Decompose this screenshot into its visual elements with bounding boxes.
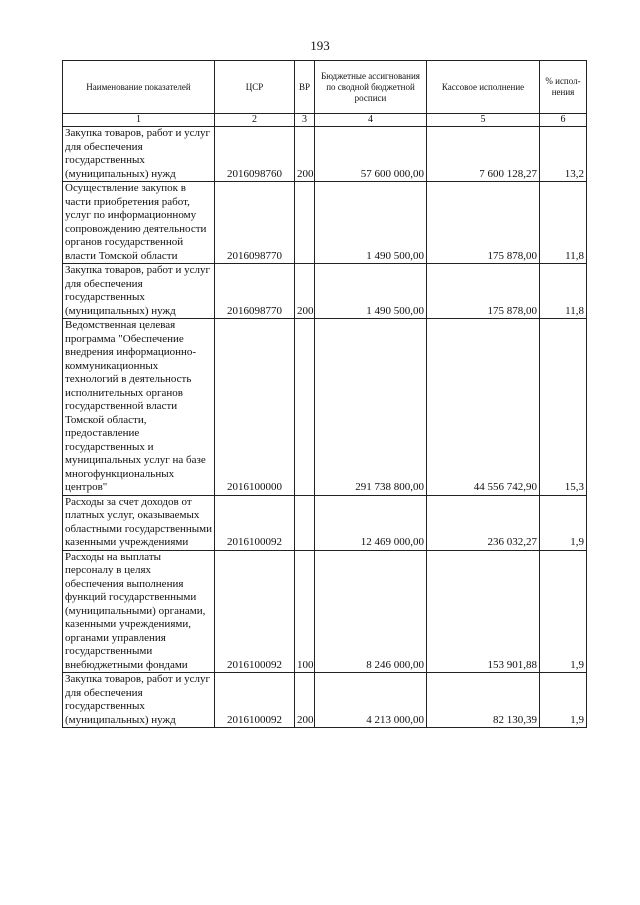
- column-number: 4: [315, 114, 427, 127]
- row-name: Расходы на выплаты персоналу в целях обеспечения выполнения функций государственными (муниципальными) органами, казенными учреждениями, органами управления государственными внебюджетными фондами: [63, 550, 215, 673]
- row-vr: 100: [295, 550, 315, 673]
- column-number: 1: [63, 114, 215, 127]
- column-number: 3: [295, 114, 315, 127]
- row-pct: 11,8: [540, 182, 587, 264]
- header-csr: ЦСР: [215, 61, 295, 114]
- table-header-row: [63, 61, 587, 114]
- table-row: [63, 182, 587, 264]
- row-pct: 11,8: [540, 264, 587, 319]
- row-budget: 57 600 000,00: [315, 127, 427, 182]
- budget-execution-table: [62, 60, 587, 728]
- row-csr: 2016098770: [215, 182, 295, 264]
- row-budget: 1 490 500,00: [315, 182, 427, 264]
- table-row: [63, 319, 587, 496]
- row-vr: 200: [295, 127, 315, 182]
- row-pct: 15,3: [540, 319, 587, 496]
- table-row: [63, 495, 587, 550]
- row-budget: 291 738 800,00: [315, 319, 427, 496]
- row-name: Ведомственная целевая программа "Обеспечение внедрения информационно-коммуникационных технологий в деятельность исполнительных органов государственной власти Томской области, предоставление государственных и муниципальных услуг на базе многофункциональных центров": [63, 319, 215, 496]
- row-budget: 4 213 000,00: [315, 673, 427, 728]
- header-name: Наименование показателей: [63, 61, 215, 114]
- row-cash: 82 130,39: [427, 673, 540, 728]
- header-vr: ВР: [295, 61, 315, 114]
- row-name: Закупка товаров, работ и услуг для обеспечения государственных (муниципальных) нужд: [63, 673, 215, 728]
- row-cash: 175 878,00: [427, 264, 540, 319]
- table-row: [63, 127, 587, 182]
- row-csr: 2016100092: [215, 495, 295, 550]
- column-number: 2: [215, 114, 295, 127]
- column-number: 5: [427, 114, 540, 127]
- row-pct: 13,2: [540, 127, 587, 182]
- row-cash: 236 032,27: [427, 495, 540, 550]
- row-csr: 2016098760: [215, 127, 295, 182]
- table-row: [63, 264, 587, 319]
- row-pct: 1,9: [540, 550, 587, 673]
- row-cash: 175 878,00: [427, 182, 540, 264]
- row-name: Осуществление закупок в части приобретения работ, услуг по информационному сопровождению деятельности органов государственной власти Томской области: [63, 182, 215, 264]
- row-name: Закупка товаров, работ и услуг для обеспечения государственных (муниципальных) нужд: [63, 264, 215, 319]
- row-vr: [295, 182, 315, 264]
- row-vr: [295, 495, 315, 550]
- column-numbers-row: [63, 114, 587, 127]
- header-cash: Кассовое исполнение: [427, 61, 540, 114]
- page-number: 193: [310, 38, 330, 53]
- row-csr: 2016098770: [215, 264, 295, 319]
- row-budget: 1 490 500,00: [315, 264, 427, 319]
- row-vr: [295, 319, 315, 496]
- row-pct: 1,9: [540, 673, 587, 728]
- row-vr: 200: [295, 264, 315, 319]
- column-number: 6: [540, 114, 587, 127]
- header-budget: Бюджетные ассигнования по сводной бюджетной росписи: [315, 61, 427, 114]
- row-cash: 153 901,88: [427, 550, 540, 673]
- row-vr: 200: [295, 673, 315, 728]
- row-cash: 44 556 742,90: [427, 319, 540, 496]
- row-csr: 2016100092: [215, 673, 295, 728]
- row-pct: 1,9: [540, 495, 587, 550]
- row-csr: 2016100092: [215, 550, 295, 673]
- row-budget: 8 246 000,00: [315, 550, 427, 673]
- row-name: Расходы за счет доходов от платных услуг, оказываемых областными государственными казенными учреждениями: [63, 495, 215, 550]
- header-pct: % испол-нения: [540, 61, 587, 114]
- row-csr: 2016100000: [215, 319, 295, 496]
- row-name: Закупка товаров, работ и услуг для обеспечения государственных (муниципальных) нужд: [63, 127, 215, 182]
- table-row: [63, 550, 587, 673]
- row-budget: 12 469 000,00: [315, 495, 427, 550]
- table-row: [63, 673, 587, 728]
- row-cash: 7 600 128,27: [427, 127, 540, 182]
